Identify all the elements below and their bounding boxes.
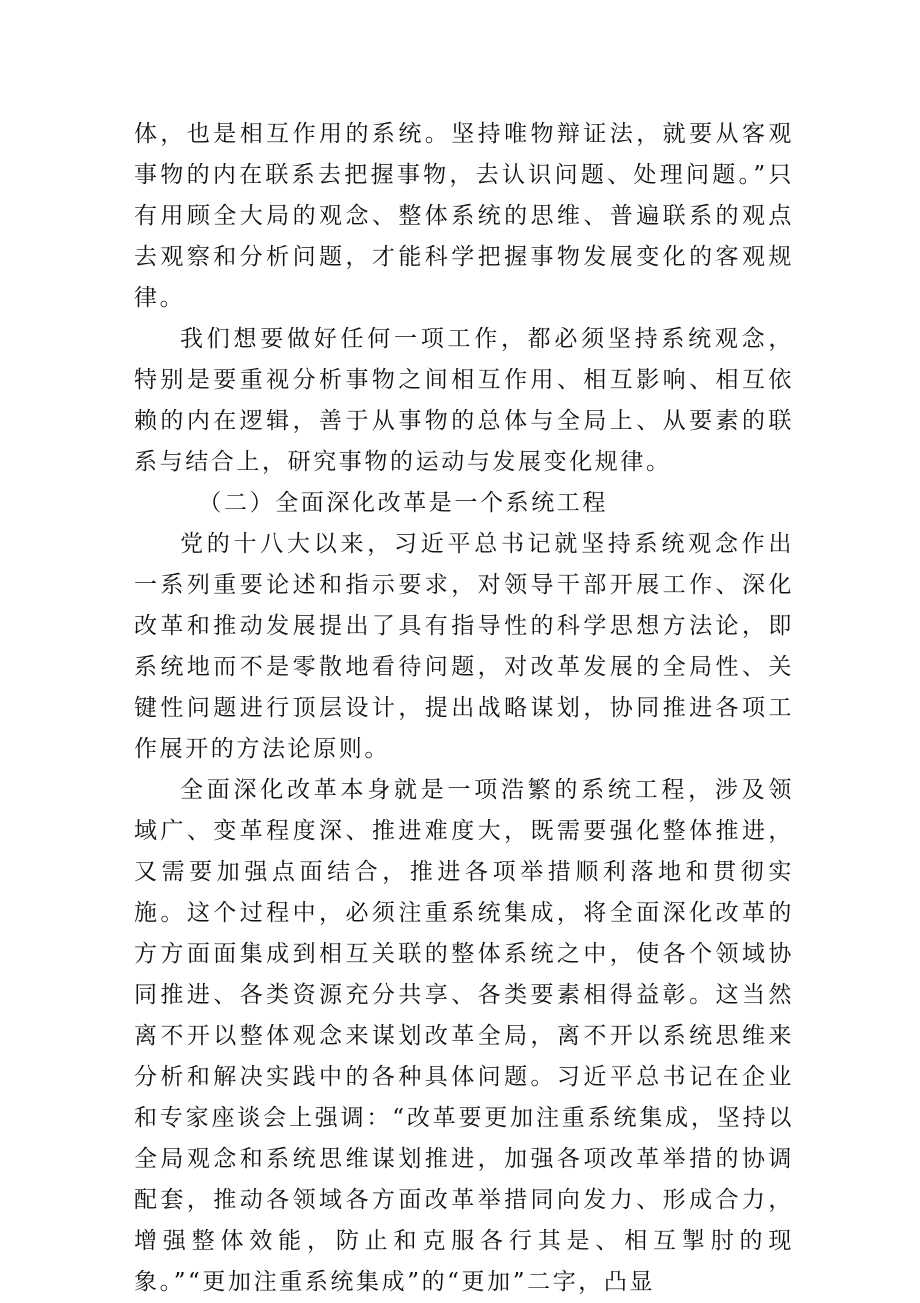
document-page [134, 114, 794, 1303]
paragraph-deepening-reform: 全面深化改革本身就是一项浩繁的系统工程，涉及领域广、变革程度深、推进难度大，既需要强化整体推进，又需要加强点面结合，推进各项举措顺利落地和贯彻实施。这个过程中，必须注重系统集成，将全面深化改革的方方面面集成到相互关联的整体系统之中，使各个领域协同推进、各类资源充分共享、各类要素相得益彰。这当然离不开以整体观念来谋划改革全局，离不开以系统思维来分析和解决实践中的各种具体问题。习近平总书记在企业和专家座谈会上强调：“改革要更加注重系统集成，坚持以全局观念和系统思维谋划推进，加强各项改革举措的协调配套，推动各领域各方面改革举措同向发力、形成合力，增强整体效能，防止和克服各行其是、相互掣肘的现象。”“更加注重系统集成”的“更加”二字，凸显 [134, 777, 794, 1295]
paragraph-continuation: 体，也是相互作用的系统。坚持唯物辩证法，就要从客观事物的内在联系去把握事物，去认识问题、处理问题。”只有用顾全大局的观念、整体系统的思维、普遍联系的观点去观察和分析问题，才能科学把握事物发展变化的客观规律。 [134, 121, 794, 311]
section-heading: （二）全面深化改革是一个系统工程 [198, 490, 608, 516]
paragraph-system-view: 我们想要做好任何一项工作，都必须坚持系统观念，特别是要重视分析事物之间相互作用、相互影响、相互依赖的内在逻辑，善于从事物的总体与全局上、从要素的联系与结合上，研究事物的运动与发展变化规律。 [134, 326, 794, 475]
paragraph-since-18th-congress: 党的十八大以来，习近平总书记就坚持系统观念作出一系列重要论述和指示要求，对领导干部开展工作、深化改革和推动发展提出了具有指导性的科学思想方法论，即系统地而不是零散地看待问题，对改革发展的全局性、关键性问题进行顶层设计，提出战略谋划，协同推进各项工作展开的方法论原则。 [134, 531, 794, 762]
